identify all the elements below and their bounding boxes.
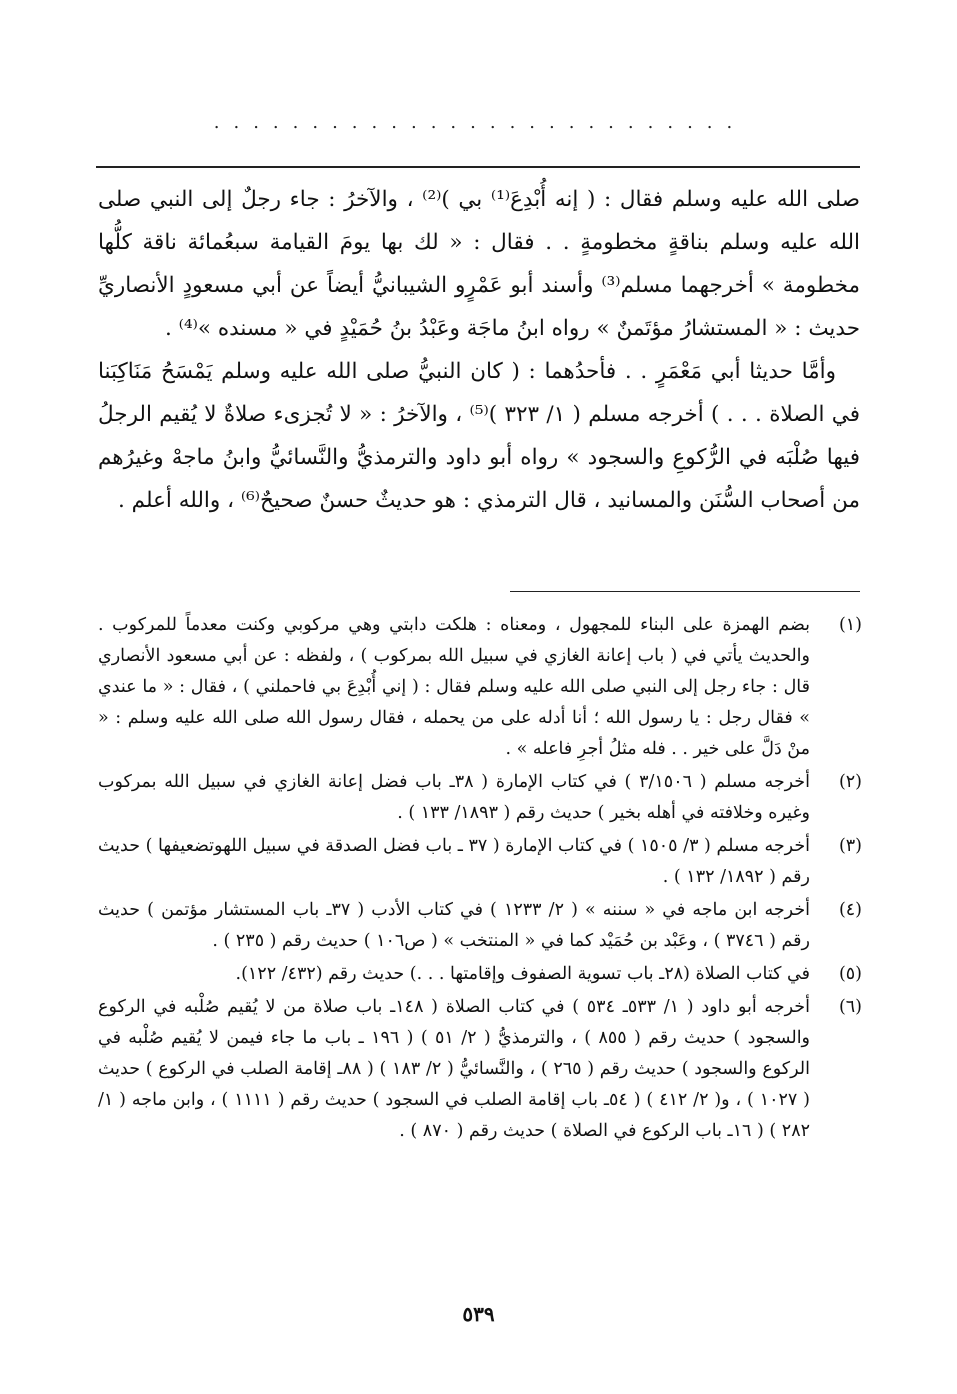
footnote-text: أخرجه مسلم ( ٣/١٥٠٦ ) في كتاب الإمارة ( ٣٨ـ باب فضل إعانة الغازي في سبيل الله بمركوب وغيره وخلافته في أهله بخير ) حديث رقم ( ١٨٩٣/ ١٣٣ ) . [98, 772, 810, 823]
footnote-separator [510, 591, 860, 592]
paragraph: وأمَّا حديثا أبي مَعْمَرٍ . . فأحدُهما : ( كان النبيُّ صلى الله عليه وسلم يَمْسَحُ مَنَاكِبَنا في الصلاة . . . ) أخرجه مسلم ( ١/ ٣٢٣ )⁽⁵⁾ ، والآخرُ : « لا تُجزىء صلاةٌ لا يُقيم الرجلُ فيها صُلْبَه في الرُّكوعِ والسجود » رواه أبو داود والترمذيُّ والنَّسائيُّ وابنُ ماجهْ وغيرُهم من أصحاب السُّنَن والمسانيد ، قال الترمذي : هو حديثٌ حسنٌ صحيحٌ⁽⁶⁾ ، والله أعلم . [98, 359, 860, 513]
paragraph: صلى الله عليه وسلم فقال : ( إنه أُبْدِعَ⁽¹⁾ بي )⁽²⁾ ، والآخرُ : جاء رجلٌ إلى النبي صلى الله عليه وسلم بناقةٍ مخطومةٍ . . فقال : « لك بها يومَ القيامة سبعُمائة ناقة كلُّها مخطومة » أخرجهما مسلم⁽³⁾ وأسند أبو عَمْرٍو الشيبانيُّ أيضاً عن أبي مسعودٍ الأنصاريِّ حديث : « المستشارُ مؤتَمنٌ » رواه ابنُ ماجَة وعَبْدُ بنُ حُمَيْدٍ في « مسنده »⁽⁴⁾ . [98, 187, 860, 341]
footnotes [98, 610, 862, 1149]
footnote-text: أخرجه ابن ماجه في « سننه » ( ٢/ ١٢٣٣ ) في كتاب الأدب ( ٣٧ـ باب المستشار مؤتمن ) حديث رقم ( ٣٧٤٦ ) ، وعَبْد بن حُمَيْد كما في « المنتخب » ( ص١٠٦ ) حديث رقم ( ٢٣٥ ) . [98, 900, 811, 951]
header-dots: ........................... [213, 112, 747, 133]
footnote [98, 610, 862, 765]
footnote-number: (١) [838, 615, 862, 635]
footnote [98, 767, 862, 829]
footnote [98, 992, 862, 1147]
footnote-number: (٢) [838, 772, 862, 792]
footnote-text: في كتاب الصلاة (٢٨ـ باب تسوية الصفوف وإقامتها . . .) حديث رقم (٤٣٢/ ١٢٢). [235, 964, 810, 984]
footnote [98, 959, 862, 990]
footnote-number: (٦) [838, 997, 862, 1017]
header-rule [96, 166, 860, 168]
footnote [98, 895, 862, 957]
footnote-number: (٣) [838, 836, 862, 856]
footnote-text: أخرجه مسلم ( ٣/ ١٥٠٥ ) في كتاب الإمارة ( ٣٧ ـ باب فضل الصدقة في سبيل اللهوتضعيفها ) حديث رقم ( ١٨٩٢/ ١٣٢ ) . [98, 836, 810, 887]
page-number: ٥٣٩ [462, 1302, 495, 1326]
footnote-text: أخرجه أبو داود ( ١/ ٥٣٣ـ ٥٣٤ ) في كتاب الصلاة ( ١٤٨ـ باب صلاة من لا يُقيم صُلْبه في الركوع والسجود ) حديث رقم ( ٨٥٥ ) ، والترمذيُّ ( ٢/ ٥١ ) ( ١٩٦ ـ باب ما جاء فيمن لا يُقيم صُلْبه في الركوع والسجود ) حديث رقم ( ٢٦٥ ) ، والنَّسائيُّ ( ٢/ ١٨٣ ) ( ٨٨ـ إقامة الصلب في الركوع ) حديث ( ١٠٢٧ ) ، و( ٢/ ٤١٢ ) ( ٥٤ـ باب إقامة الصلب في السجود ) حديث رقم ( ١١١١ ) ، وابن ماجه ( ١/ ٢٨٢ ) ( ١٦ـ باب الركوع في الصلاة ) حديث رقم ( ٨٧٠ ) . [98, 997, 811, 1141]
footnote-number: (٤) [838, 900, 862, 920]
footnote-number: (٥) [838, 964, 862, 984]
main-text [98, 178, 860, 522]
footnote [98, 831, 862, 893]
footnote-text: بضم الهمزة على البناء للمجهول ، ومعناه : هلكت دابتي وهي مركوبي وكنت معدماً للمركوب . والحديث يأتي في ( باب إعانة الغازي في سبيل الله بمركوب ) ، ولفظه : عن أبي مسعود الأنصاري قال : جاء رجل إلى النبي صلى الله عليه وسلم فقال : ( إني أُبْدِعَ بي فاحملني ) ، فقال : « ما عندي » فقال رجل : يا رسول الله ؛ أنا أدله على من يحمله ، فقال رسول الله صلى الله عليه وسلم : « منْ دَلَّ على خير . . فله مثلُ أجرِ فاعله » . [98, 615, 810, 759]
